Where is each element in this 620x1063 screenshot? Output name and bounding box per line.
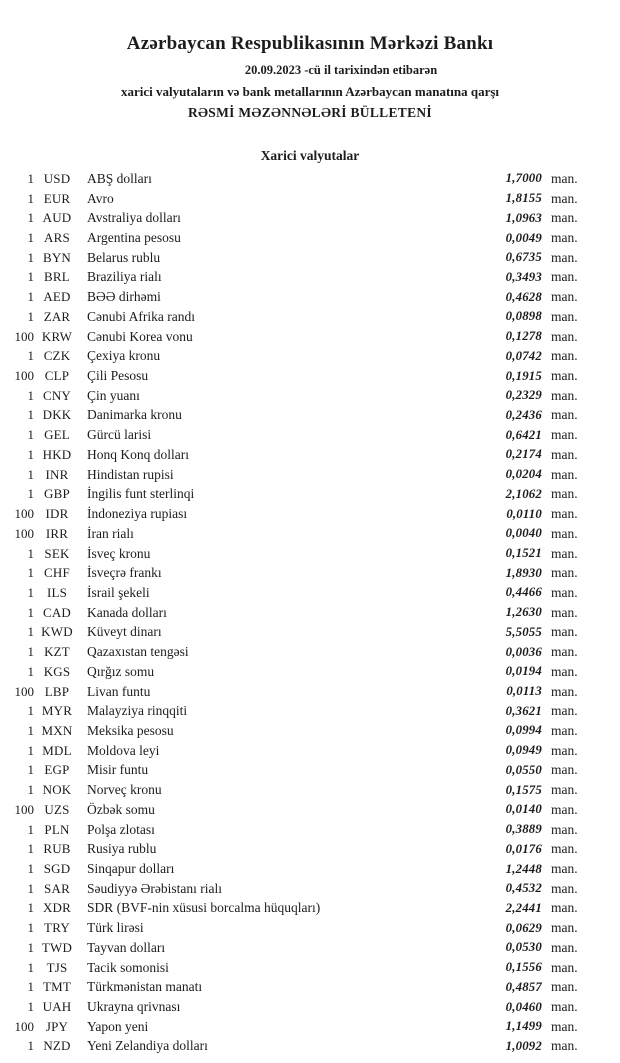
quantity-cell: 1 [27,624,34,640]
unit-label: man. [551,446,578,462]
currency-code: MYR [41,703,73,719]
currency-code: CAD [42,604,72,620]
quantity-cell: 1 [27,230,34,246]
quantity-cell: 1 [27,427,34,443]
unit-label: man. [551,722,578,738]
currency-name: Kanada dolları [87,604,167,620]
table-row [8,327,586,347]
table-row [8,918,586,938]
currency-name: Cənubi Korea vonu [87,328,193,344]
unit-label: man. [551,584,578,600]
unit-label: man. [551,939,578,955]
unit-label: man. [551,959,578,975]
quantity-cell: 100 [14,801,34,817]
table-row [8,465,586,485]
currency-name: Tayvan dolları [87,939,166,955]
rate-value: 0,0140 [505,802,542,817]
table-row [8,425,586,445]
rate-value: 2,1062 [505,486,542,501]
currency-code: SGD [43,861,71,877]
rate-value: 1,8930 [505,565,542,580]
table-row [8,899,586,919]
table-row [8,800,586,820]
table-row [8,346,586,366]
currency-name: İngilis funt sterlinqi [87,486,195,502]
rate-value: 0,1915 [505,368,542,383]
table-row [8,721,586,741]
unit-label: man. [551,348,578,364]
rate-value: 0,2329 [505,388,542,403]
rate-value: 0,2174 [505,447,542,462]
unit-label: man. [551,249,578,265]
rate-value: 0,3889 [505,822,542,837]
currency-code: SAR [44,880,70,896]
unit-label: man. [551,328,578,344]
unit-label: man. [551,1038,578,1054]
document-header [0,0,620,121]
currency-code: HKD [42,446,72,462]
quantity-cell: 1 [27,861,34,877]
table-row [8,997,586,1017]
rate-value: 0,0204 [505,467,542,482]
currency-name: İsveçrə frankı [87,565,162,581]
unit-label: man. [551,506,578,522]
currency-code: TJS [46,959,68,975]
currency-code: TWD [41,939,73,955]
table-row [8,287,586,307]
currency-code: MXN [41,722,73,738]
unit-label: man. [551,427,578,443]
quantity-cell: 1 [27,722,34,738]
quantity-cell: 100 [14,1018,34,1034]
currency-name: Tacik somonisi [87,959,169,975]
table-row [8,524,586,544]
quantity-cell: 1 [27,486,34,502]
bulletin-subtitle: xarici valyutaların və bank metallarının Azərbaycan manatına qarşı [120,84,500,99]
table-row [8,228,586,248]
unit-label: man. [551,545,578,561]
unit-label: man. [551,170,578,186]
unit-label: man. [551,486,578,502]
rate-value: 0,0110 [506,506,542,521]
currency-code: EUR [43,190,71,206]
currency-name: Honq Konq dolları [87,446,189,462]
currency-code: CNY [42,387,72,403]
currency-name: Braziliya rialı [87,269,162,285]
currency-code: KZT [44,644,70,660]
quantity-cell: 1 [27,545,34,561]
table-row [8,859,586,879]
rate-value: 0,0113 [506,684,542,699]
unit-label: man. [551,230,578,246]
unit-label: man. [551,742,578,758]
currency-code: CHF [44,565,70,581]
rate-value: 1,7000 [505,171,542,186]
rate-value: 0,0550 [505,762,542,777]
currency-name: Qazaxıstan tengəsi [87,644,189,660]
rate-value: 5,5055 [505,624,542,639]
table-row [8,268,586,288]
currency-name: İndoneziya rupiası [87,506,188,522]
unit-label: man. [551,762,578,778]
quantity-cell: 100 [14,683,34,699]
unit-label: man. [551,999,578,1015]
table-row [8,504,586,524]
currency-name: İran rialı [87,525,134,541]
rate-value: 0,0176 [505,841,542,856]
table-row [8,583,586,603]
quantity-cell: 1 [27,841,34,857]
rate-value: 1,1499 [505,1019,542,1034]
currency-code: KWD [41,624,73,640]
currency-name: Polşa zlotası [87,821,155,837]
table-row [8,485,586,505]
currency-code: CLP [44,368,70,384]
table-row [8,977,586,997]
table-row [8,169,586,189]
currency-code: IRR [45,525,69,541]
unit-label: man. [551,1018,578,1034]
table-row [8,603,586,623]
currency-code: GEL [44,427,70,443]
rate-value: 1,0092 [505,1038,542,1053]
currency-code: PLN [44,821,70,837]
table-row [8,682,586,702]
currency-name: SDR (BVF-nin xüsusi borcalma hüquqları) [87,900,321,916]
table-row [8,208,586,228]
unit-label: man. [551,801,578,817]
currency-name: BƏƏ dirhəmi [87,289,161,305]
quantity-cell: 1 [27,269,34,285]
currency-code: KRW [41,328,73,344]
quantity-cell: 1 [27,387,34,403]
currency-code: IDR [45,506,69,522]
quantity-cell: 1 [27,348,34,364]
currency-name: Cənubi Afrika randı [87,308,195,324]
rates-table [8,169,586,1056]
currency-name: Türkmənistan manatı [87,979,203,995]
currency-code: TRY [44,920,70,936]
currency-name: Avstraliya dolları [87,210,181,226]
rate-value: 0,0194 [505,664,542,679]
currency-name: Avro [87,190,114,206]
quantity-cell: 1 [27,880,34,896]
rate-value: 0,4628 [505,289,542,304]
rate-value: 1,0963 [505,210,542,225]
currency-name: Türk lirəsi [87,920,144,936]
rate-value: 0,0994 [505,723,542,738]
rate-value: 1,2630 [505,605,542,620]
currency-code: SEK [44,545,70,561]
currency-name: Argentina pesosu [87,230,181,246]
quantity-cell: 1 [27,1038,34,1054]
rate-value: 0,0040 [505,526,542,541]
currency-name: Livan funtu [87,683,151,699]
table-row [8,879,586,899]
table-row [8,938,586,958]
rate-value: 0,6421 [505,427,542,442]
quantity-cell: 1 [27,584,34,600]
table-row [8,189,586,209]
quantity-cell: 1 [27,920,34,936]
currency-name: Belarus rublu [87,249,161,265]
unit-label: man. [551,565,578,581]
rate-value: 0,6735 [505,250,542,265]
currency-name: Hindistan rupisi [87,466,174,482]
currency-code: ARS [44,230,70,246]
unit-label: man. [551,387,578,403]
currency-code: USD [43,170,71,186]
rate-value: 1,2448 [505,861,542,876]
quantity-cell: 1 [27,289,34,305]
table-row [8,1037,586,1057]
currency-name: Danimarka kronu [87,407,182,423]
quantity-cell: 1 [27,644,34,660]
quantity-cell: 1 [27,703,34,719]
currency-code: LBP [44,683,70,699]
table-row [8,563,586,583]
quantity-cell: 1 [27,762,34,778]
rate-value: 0,0949 [505,743,542,758]
table-row [8,445,586,465]
currency-name: Yapon yeni [87,1018,149,1034]
currency-code: AUD [42,210,72,226]
currency-name: Qırğız somu [87,663,155,679]
table-row [8,248,586,268]
table-row [8,544,586,564]
rate-value: 2,2441 [505,900,542,915]
currency-name: Sinqapur dolları [87,861,175,877]
quantity-cell: 1 [27,249,34,265]
section-title-foreign-currencies: Xarici valyutalar [260,148,360,163]
table-row [8,386,586,406]
quantity-cell: 1 [27,900,34,916]
currency-name: İsveç kronu [87,545,151,561]
quantity-cell: 100 [14,328,34,344]
unit-label: man. [551,920,578,936]
quantity-cell: 1 [27,821,34,837]
unit-label: man. [551,900,578,916]
currency-name: Çili Pesosu [87,368,149,384]
unit-label: man. [551,821,578,837]
currency-name: Çin yuanı [87,387,140,403]
rate-value: 0,4532 [505,881,542,896]
rate-value: 0,0036 [505,644,542,659]
rate-value: 0,0629 [505,920,542,935]
table-row [8,701,586,721]
quantity-cell: 100 [14,368,34,384]
currency-code: CZK [43,348,71,364]
quantity-cell: 1 [27,446,34,462]
currency-code: EGP [44,762,70,778]
rate-value: 0,1278 [505,329,542,344]
currency-code: GBP [44,486,70,502]
table-row [8,839,586,859]
table-row [8,761,586,781]
rate-value: 0,4857 [505,979,542,994]
quantity-cell: 1 [27,170,34,186]
currency-code: AED [43,289,71,305]
unit-label: man. [551,644,578,660]
quantity-cell: 1 [27,407,34,423]
bulletin-title: RƏSMİ MƏZƏNNƏLƏRİ BÜLLETENİ [187,105,432,120]
quantity-cell: 100 [14,525,34,541]
currency-name: İsrail şekeli [87,584,150,600]
quantity-cell: 1 [27,782,34,798]
quantity-cell: 1 [27,190,34,206]
rate-value: 0,0460 [505,999,542,1014]
currency-code: JPY [45,1018,69,1034]
currency-code: RUB [43,841,71,857]
currency-code: ZAR [43,308,71,324]
quantity-cell: 1 [27,210,34,226]
unit-label: man. [551,782,578,798]
currency-name: Özbək somu [87,801,155,817]
currency-code: INR [45,466,69,482]
currency-code: UZS [44,801,70,817]
rate-value: 0,0530 [505,940,542,955]
quantity-cell: 1 [27,959,34,975]
currency-name: Meksika pesosu [87,722,174,738]
currency-code: ILS [46,584,68,600]
currency-code: TMT [42,979,72,995]
currency-name: Gürcü larisi [87,427,152,443]
rate-value: 0,3493 [505,269,542,284]
table-row [8,780,586,800]
bank-title: Azərbaycan Respublikasının Mərkəzi Bankı [126,33,494,54]
currency-code: XDR [42,900,72,916]
quantity-cell: 1 [27,663,34,679]
unit-label: man. [551,289,578,305]
rate-value: 0,4466 [505,585,542,600]
unit-label: man. [551,861,578,877]
unit-label: man. [551,407,578,423]
table-row [8,662,586,682]
currency-name: Səudiyyə Ərəbistanı rialı [87,880,222,896]
currency-code: DKK [42,407,72,423]
unit-label: man. [551,703,578,719]
rate-value: 1,8155 [505,191,542,206]
currency-code: MDL [42,742,72,758]
currency-code: NZD [43,1038,71,1054]
currency-name: Ukrayna qrivnası [87,999,181,1015]
table-row [8,1017,586,1037]
unit-label: man. [551,308,578,324]
unit-label: man. [551,466,578,482]
table-row [8,623,586,643]
currency-name: Malayziya rinqqiti [87,703,188,719]
table-row [8,366,586,386]
unit-label: man. [551,190,578,206]
unit-label: man. [551,663,578,679]
unit-label: man. [551,368,578,384]
quantity-cell: 100 [14,506,34,522]
quantity-cell: 1 [27,979,34,995]
currency-name: ABŞ dolları [87,170,152,186]
table-row [8,307,586,327]
unit-label: man. [551,525,578,541]
quantity-cell: 1 [27,565,34,581]
currency-code: UAH [42,999,72,1015]
currency-name: Misir funtu [87,762,149,778]
currency-name: Yeni Zelandiya dolları [87,1038,208,1054]
table-row [8,741,586,761]
unit-label: man. [551,683,578,699]
unit-label: man. [551,979,578,995]
unit-label: man. [551,604,578,620]
quantity-cell: 1 [27,939,34,955]
currency-code: NOK [42,782,72,798]
table-row [8,406,586,426]
quantity-cell: 1 [27,308,34,324]
currency-code: KGS [43,663,71,679]
table-row [8,958,586,978]
unit-label: man. [551,841,578,857]
currency-name: Çexiya kronu [87,348,161,364]
quantity-cell: 1 [27,466,34,482]
rate-value: 0,0049 [505,230,542,245]
currency-name: Norveç kronu [87,782,162,798]
rate-value: 0,0898 [505,309,542,324]
currency-name: Moldova leyi [87,742,160,758]
currency-code: BRL [44,269,70,285]
quantity-cell: 1 [27,999,34,1015]
rate-value: 0,3621 [505,703,542,718]
rate-value: 0,0742 [505,348,542,363]
currency-code: BYN [42,249,72,265]
unit-label: man. [551,269,578,285]
unit-label: man. [551,210,578,226]
quantity-cell: 1 [27,742,34,758]
quantity-cell: 1 [27,604,34,620]
table-row [8,642,586,662]
currency-name: Rusiya rublu [87,841,157,857]
effective-date: 20.09.2023 -cü il tarixindən etibarən [244,63,438,77]
table-row [8,820,586,840]
rate-value: 0,1556 [505,960,542,975]
unit-label: man. [551,880,578,896]
rate-value: 0,1575 [505,782,542,797]
rate-value: 0,1521 [505,546,542,561]
currency-name: Küveyt dinarı [87,624,162,640]
unit-label: man. [551,624,578,640]
rate-value: 0,2436 [505,407,542,422]
